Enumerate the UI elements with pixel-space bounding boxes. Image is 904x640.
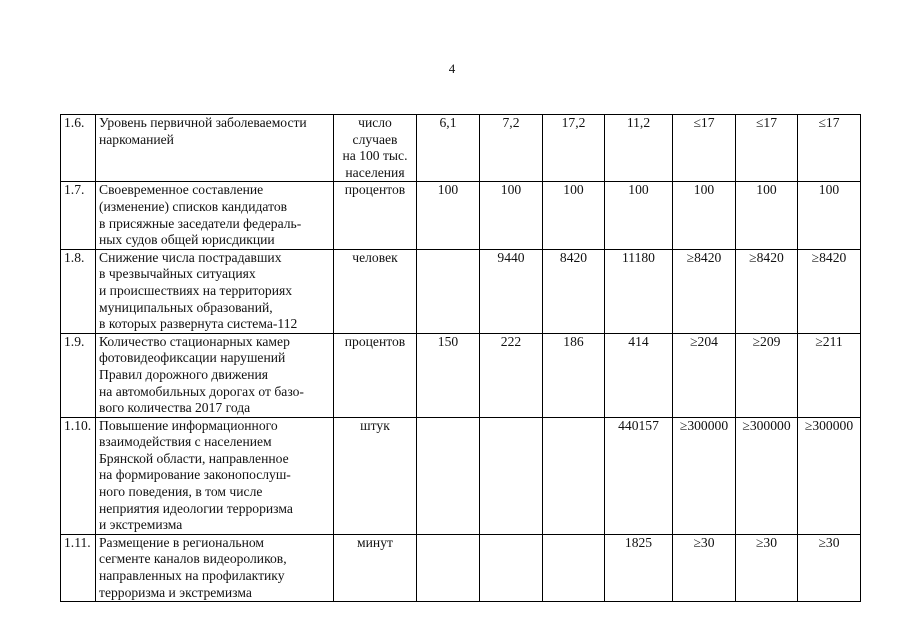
value-cell <box>480 417 543 534</box>
value-cell: 11180 <box>605 249 673 333</box>
value-cell: ≥209 <box>736 333 798 417</box>
indicator-name-line: сегменте каналов видеороликов, <box>99 551 287 567</box>
unit-line: на 100 тыс. <box>342 148 408 164</box>
value-cell <box>417 417 480 534</box>
value-cell: 1825 <box>605 534 673 601</box>
unit-of-measure <box>334 417 417 534</box>
table-row <box>61 333 861 417</box>
unit-line: штук <box>360 417 390 433</box>
value-cell: 6,1 <box>417 115 480 182</box>
indicator-name-line: Правил дорожного движения <box>99 366 269 382</box>
value-cell: 8420 <box>543 249 605 333</box>
value-cell <box>417 249 480 333</box>
table-row <box>61 534 861 601</box>
indicator-name-line: направленных на профилактику <box>99 568 285 584</box>
indicator-name-line: Количество стационарных камер <box>99 333 290 349</box>
table-row <box>61 249 861 333</box>
indicator-name-line: Снижение числа пострадавших <box>99 249 282 265</box>
value-cell: ≥8420 <box>798 249 861 333</box>
indicator-name-line: в присяжные заседатели федераль- <box>99 215 302 231</box>
indicator-name-line: на формирование законопослуш- <box>99 467 291 483</box>
unit-line: человек <box>352 249 398 265</box>
indicator-name-line: и экстремизма <box>99 517 183 533</box>
value-cell: ≤17 <box>736 115 798 182</box>
unit-line: случаев <box>352 131 398 147</box>
indicator-name-line: фотовидеофиксации нарушений <box>99 350 286 366</box>
value-cell: 222 <box>480 333 543 417</box>
table-row <box>61 417 861 534</box>
value-cell: ≥204 <box>673 333 736 417</box>
indicator-name-line: ных судов общей юрисдикции <box>99 232 275 248</box>
indicator-name <box>96 333 334 417</box>
value-cell: 100 <box>417 182 480 249</box>
unit-line: число <box>358 115 392 130</box>
value-cell: ≥30 <box>673 534 736 601</box>
indicator-name <box>96 534 334 601</box>
value-cell: 7,2 <box>480 115 543 182</box>
indicator-name-line: в чрезвычайных ситуациях <box>99 266 256 282</box>
value-cell: 186 <box>543 333 605 417</box>
value-cell: 100 <box>673 182 736 249</box>
unit-of-measure <box>334 333 417 417</box>
value-cell: ≥300000 <box>736 417 798 534</box>
value-cell <box>480 534 543 601</box>
value-cell: 414 <box>605 333 673 417</box>
value-cell <box>417 534 480 601</box>
value-cell: ≥211 <box>798 333 861 417</box>
value-cell: ≥300000 <box>798 417 861 534</box>
value-cell: ≤17 <box>798 115 861 182</box>
value-cell <box>543 417 605 534</box>
indicator-name-line: неприятия идеологии терроризма <box>99 500 293 516</box>
unit-line: процентов <box>344 333 406 349</box>
indicator-name-line: терроризма и экстремизма <box>99 584 252 600</box>
indicator-name-line: взаимодействия с населением <box>99 434 272 450</box>
unit-of-measure <box>334 534 417 601</box>
unit-line: процентов <box>344 182 406 198</box>
value-cell: 100 <box>543 182 605 249</box>
value-cell: 9440 <box>480 249 543 333</box>
indicator-name-line: Повышение информационного <box>99 417 278 433</box>
value-cell: ≥8420 <box>736 249 798 333</box>
indicator-name-line: Своевременное составление <box>99 182 264 198</box>
indicators-table <box>60 114 861 602</box>
indicator-name <box>96 417 334 534</box>
value-cell <box>543 534 605 601</box>
row-number: 1.10. <box>61 417 96 534</box>
unit-line: минут <box>357 534 393 550</box>
indicator-name-line: ного поведения, в том числе <box>99 484 263 500</box>
unit-of-measure <box>334 115 417 182</box>
indicator-name-line: и происшествиях на территориях <box>99 282 293 298</box>
indicator-name-line: в которых развернута система-112 <box>99 316 298 332</box>
unit-line: населения <box>345 164 405 180</box>
value-cell: ≥30 <box>798 534 861 601</box>
row-number: 1.6. <box>61 115 96 182</box>
indicator-name-line: вого количества 2017 года <box>99 400 251 416</box>
value-cell: ≥30 <box>736 534 798 601</box>
indicator-name-line: наркоманией <box>99 131 174 147</box>
value-cell: 440157 <box>605 417 673 534</box>
table-row <box>61 115 861 182</box>
indicator-name-line: на автомобильных дорогах от базо- <box>99 383 304 399</box>
indicator-name-line: Уровень первичной заболеваемости <box>99 115 307 130</box>
table-row <box>61 182 861 249</box>
value-cell: 11,2 <box>605 115 673 182</box>
indicator-name-line: (изменение) списков кандидатов <box>99 198 288 214</box>
indicator-name <box>96 182 334 249</box>
value-cell: ≤17 <box>673 115 736 182</box>
row-number: 1.8. <box>61 249 96 333</box>
indicator-name-line: муниципальных образований, <box>99 299 273 315</box>
value-cell: 150 <box>417 333 480 417</box>
row-number: 1.11. <box>61 534 96 601</box>
unit-of-measure <box>334 249 417 333</box>
value-cell: ≥300000 <box>673 417 736 534</box>
value-cell: 100 <box>605 182 673 249</box>
indicator-name-line: Брянской области, направленное <box>99 450 289 466</box>
page-number: 4 <box>448 61 456 76</box>
unit-of-measure <box>334 182 417 249</box>
row-number: 1.7. <box>61 182 96 249</box>
value-cell: 100 <box>798 182 861 249</box>
value-cell: 100 <box>480 182 543 249</box>
value-cell: ≥8420 <box>673 249 736 333</box>
indicator-name <box>96 249 334 333</box>
value-cell: 100 <box>736 182 798 249</box>
value-cell: 17,2 <box>543 115 605 182</box>
indicator-name <box>96 115 334 182</box>
indicator-name-line: Размещение в региональном <box>99 534 265 550</box>
row-number: 1.9. <box>61 333 96 417</box>
